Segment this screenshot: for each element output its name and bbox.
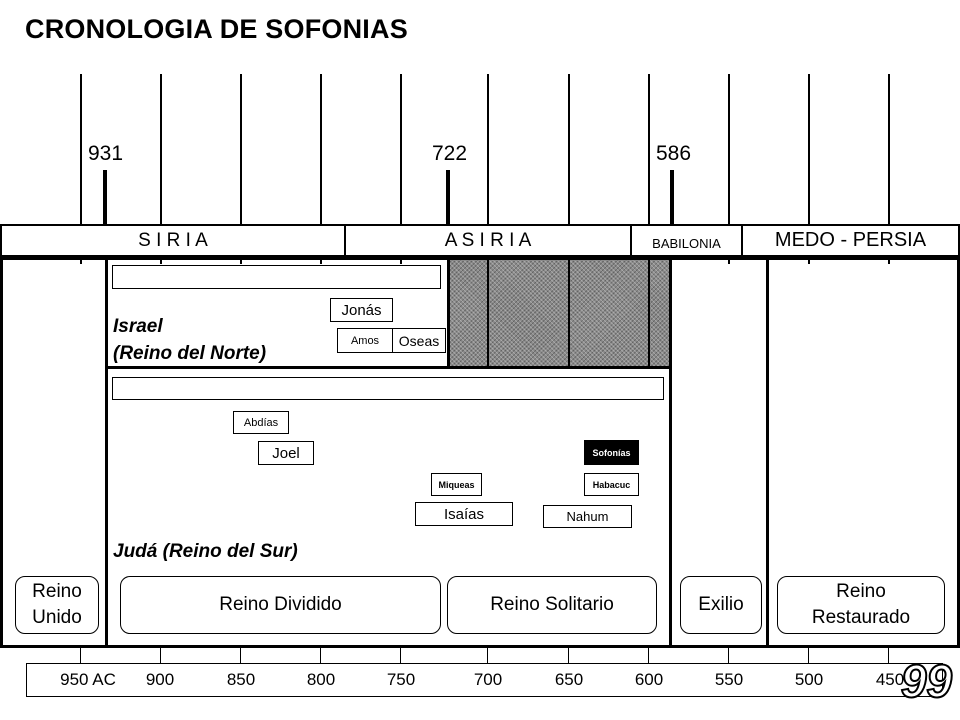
axis-tick [240,648,241,663]
prophet-amos-label: Amos [350,334,380,347]
axis-label-700: 700 [473,670,503,689]
era-reino-restaurado-line1: Reino [836,581,886,602]
prophet-abdias-label: Abdías [243,416,279,429]
slide-number: 99 [900,655,952,707]
assyria-occupied-area [450,257,672,369]
prophet-miqueas [431,473,482,496]
israel-kings-bar [112,265,441,289]
era-reino-dividido [120,576,441,634]
year-marker-586 [670,170,674,226]
axis-tick [80,648,81,663]
prophet-miqueas-label: Miqueas [438,479,475,490]
prophet-sofonias-label: Sofonías [592,447,631,458]
axis-label-850: 850 [226,670,256,689]
axis-tick [320,648,321,663]
israel-label [113,313,266,367]
prophet-jonas-label: Jonás [341,301,382,319]
axis-tick [568,648,569,663]
axis-label-750: 750 [386,670,416,689]
prophet-abdias [233,411,289,434]
axis-tick [648,648,649,663]
axis-tick [808,648,809,663]
israel-label-line1: Israel [113,316,163,337]
year-label-931: 931 [88,142,124,165]
gridline [568,259,570,367]
axis-label-600: 600 [634,670,664,689]
axis-tick [728,648,729,663]
prophet-oseas [392,328,446,353]
empire-medo-persia [741,224,960,257]
axis-label-900: 900 [145,670,175,689]
era-exilio-label: Exilio [698,594,744,615]
prophet-sofonias [584,440,639,465]
prophet-nahum [543,505,632,528]
axis-label-650: 650 [554,670,584,689]
empire-babilonia [630,224,743,257]
prophet-habacuc [584,473,639,496]
prophet-nahum-label: Nahum [566,509,609,524]
empire-siria-label: S I R I A [138,229,208,251]
era-reino-solitario-label: Reino Solitario [490,594,614,615]
year-label-586: 586 [656,142,692,165]
axis-label-550: 550 [714,670,744,689]
year-label-722: 722 [432,142,468,165]
axis-tick [888,648,889,663]
gridline [648,259,650,367]
prophet-oseas-label: Oseas [398,332,440,349]
prophet-jonas [330,298,393,322]
prophet-joel [258,441,314,465]
empire-medo-persia-label: MEDO - PERSIA [774,229,927,251]
prophet-habacuc-label: Habacuc [592,479,631,490]
prophet-isaias-label: Isaías [443,505,485,523]
era-reino-unido-line2: Unido [32,607,82,628]
axis-tick [487,648,488,663]
empire-asiria-label: A S I R I A [444,229,532,251]
prophet-joel-label: Joel [272,444,300,462]
axis-tick [400,648,401,663]
era-reino-solitario [447,576,657,634]
era-exilio [680,576,762,634]
empire-babilonia-label: BABILONIA [652,236,721,251]
era-reino-unido-line1: Reino [32,581,82,602]
gridline [487,259,489,367]
juda-kings-bar [112,377,664,400]
year-marker-722 [446,170,450,226]
axis-label-450: 450 [875,670,905,689]
juda-label: Judá (Reino del Sur) [113,541,298,562]
page-title: CRONOLOGIA DE SOFONIAS [25,14,408,44]
axis-label-800: 800 [306,670,336,689]
era-reino-restaurado [777,576,945,634]
era-reino-unido [15,576,99,634]
prophet-amos [337,328,393,353]
empire-siria [0,224,346,257]
era-reino-dividido-label: Reino Dividido [219,594,342,615]
axis-label-500: 500 [794,670,824,689]
empire-asiria [344,224,632,257]
prophet-isaias [415,502,513,526]
era-reino-restaurado-line2: Restaurado [811,607,911,628]
year-marker-931 [103,170,107,226]
axis-label-950: 950 AC [60,670,116,689]
israel-label-line2: (Reino del Norte) [113,343,267,364]
axis-tick [160,648,161,663]
